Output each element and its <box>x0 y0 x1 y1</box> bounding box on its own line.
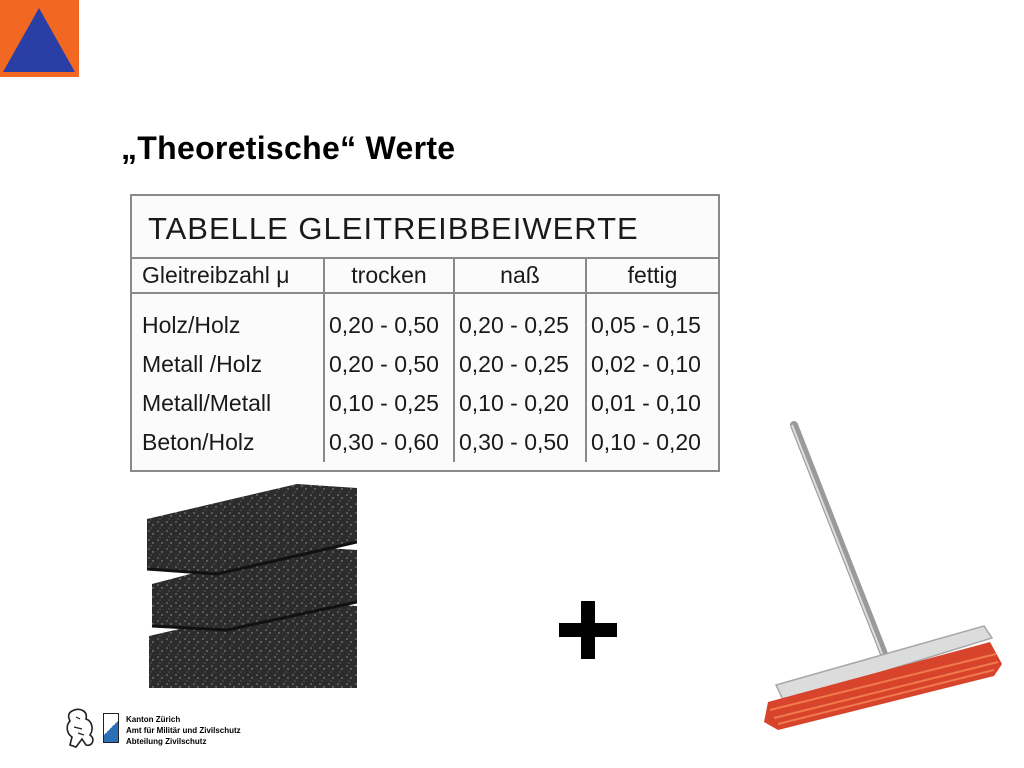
value-cell: 0,10 - 0,25 <box>324 384 454 423</box>
value-cell: 0,20 - 0,25 <box>454 345 586 384</box>
friction-table <box>130 194 720 472</box>
triangle-logo-icon <box>0 0 79 77</box>
zurich-lion-icon <box>62 707 100 749</box>
friction-values-table <box>132 259 718 462</box>
canton-shield-icon <box>103 713 119 743</box>
column-header: trocken <box>324 259 454 293</box>
footer-line: Kanton Zürich <box>126 715 181 724</box>
civil-protection-logo <box>0 0 79 77</box>
material-cell: Beton/Holz <box>142 429 255 455</box>
footer-institution <box>126 714 241 747</box>
material-cell: Metall /Holz <box>142 351 263 377</box>
footer-line: Abteilung Zivilschutz <box>126 737 207 746</box>
table-row <box>132 423 718 462</box>
value-cell: 0,30 - 0,50 <box>454 423 586 462</box>
footer-line: Amt für Militär und Zivilschutz <box>126 726 241 735</box>
plus-icon <box>559 601 617 659</box>
slide-title: „Theoretische“ Werte <box>121 130 456 166</box>
value-cell: 0,10 - 0,20 <box>454 384 586 423</box>
value-cell: 0,02 - 0,10 <box>586 345 718 384</box>
rubber-mat-image <box>147 484 357 688</box>
value-cell: 0,20 - 0,25 <box>454 293 586 345</box>
table-heading: TABELLE GLEITREIBBEIWERTE <box>132 196 718 259</box>
value-cell: 0,20 - 0,50 <box>324 293 454 345</box>
value-cell: 0,10 - 0,20 <box>586 423 718 462</box>
value-cell: 0,30 - 0,60 <box>324 423 454 462</box>
material-cell: Metall/Metall <box>142 390 272 416</box>
material-cell: Holz/Holz <box>142 312 241 338</box>
table-row <box>132 293 718 345</box>
column-header: naß <box>454 259 586 293</box>
value-cell: 0,01 - 0,10 <box>586 384 718 423</box>
value-cell: 0,20 - 0,50 <box>324 345 454 384</box>
table-row <box>132 345 718 384</box>
table-row <box>132 384 718 423</box>
broom-image <box>758 420 1008 740</box>
table-header-row <box>132 259 718 293</box>
value-cell: 0,05 - 0,15 <box>586 293 718 345</box>
column-header: fettig <box>586 259 718 293</box>
column-header: Gleitreibzahl μ <box>132 259 324 293</box>
